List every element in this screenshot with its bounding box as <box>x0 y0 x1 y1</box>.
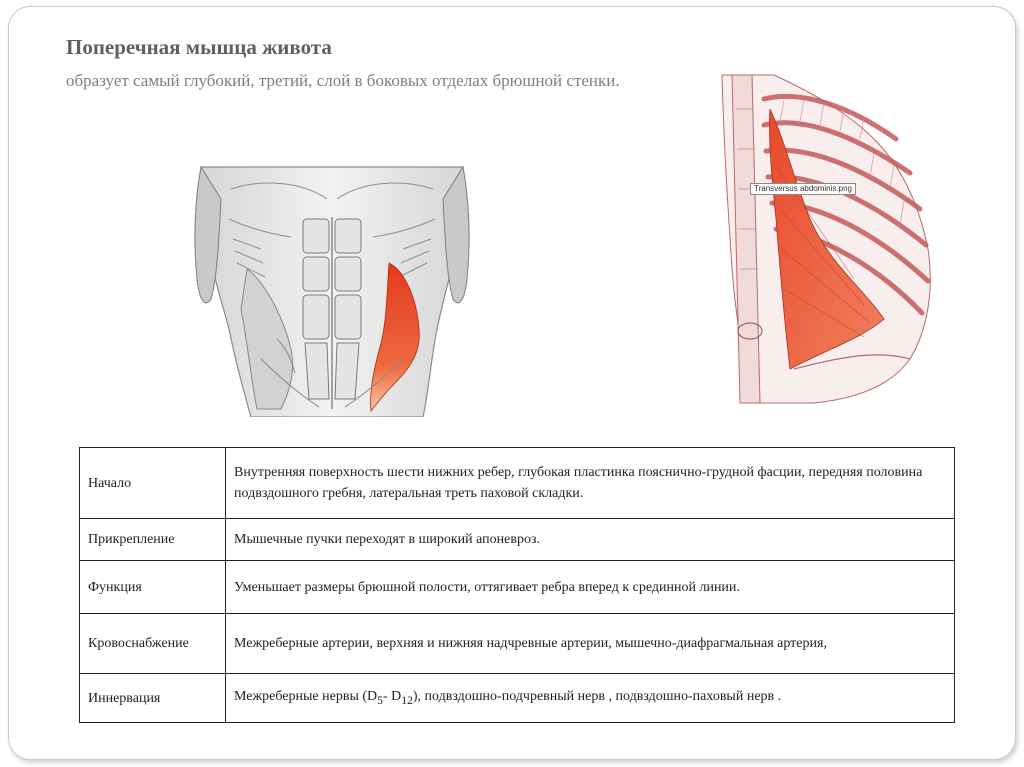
torso-drawing <box>191 159 473 417</box>
muscle-info-table <box>79 447 955 723</box>
table-row <box>80 561 955 614</box>
row-value-insertion: Мышечные пучки переходят в широкий апоневроз. <box>226 519 955 561</box>
anterior-abdominal-muscles-illustration <box>191 159 473 417</box>
row-label-origin: Начало <box>80 448 226 519</box>
innervation-text-start: Межреберные нервы (D <box>234 688 378 704</box>
slide-title: Поперечная мышца живота <box>66 35 332 59</box>
row-value-blood-supply: Межреберные артерии, верхняя и нижняя надчревные артерии, мышечно-диафрагмальная артерия, <box>226 614 955 674</box>
row-label-innervation: Иннервация <box>80 674 226 723</box>
table-row <box>80 614 955 674</box>
innervation-text-mid: - D <box>382 688 402 704</box>
table-row <box>80 448 955 519</box>
row-label-function: Функция <box>80 561 226 614</box>
innervation-sub-d12: 12 <box>401 693 413 707</box>
slide-frame <box>8 6 1016 760</box>
ribcage-drawing <box>714 69 940 405</box>
row-value-function: Уменьшает размеры брюшной полости, оттягивает ребра вперед к срединной линии. <box>226 561 955 614</box>
row-value-origin: Внутренняя поверхность шести нижних ребер, глубокая пластинка пояснично-грудной фасции, передняя половина подвздошного гребня, латеральная треть паховой складки. <box>226 448 955 519</box>
slide-subtitle: образует самый глубокий, третий, слой в боковых отделах брюшной стенки. <box>66 71 620 90</box>
transversus-abdominis-illustration <box>714 69 940 405</box>
row-label-insertion: Прикрепление <box>80 519 226 561</box>
table-row <box>80 519 955 561</box>
row-label-blood-supply: Кровоснабжение <box>80 614 226 674</box>
row-value-innervation <box>226 674 955 723</box>
figure-caption-label: Transversus abdominis.png <box>750 183 856 195</box>
innervation-text-end: ), подвздошно-подчревный нерв , подвздошно-паховый нерв . <box>412 688 782 704</box>
innervation-sub-d5: 5 <box>377 693 383 707</box>
table-row <box>80 674 955 723</box>
